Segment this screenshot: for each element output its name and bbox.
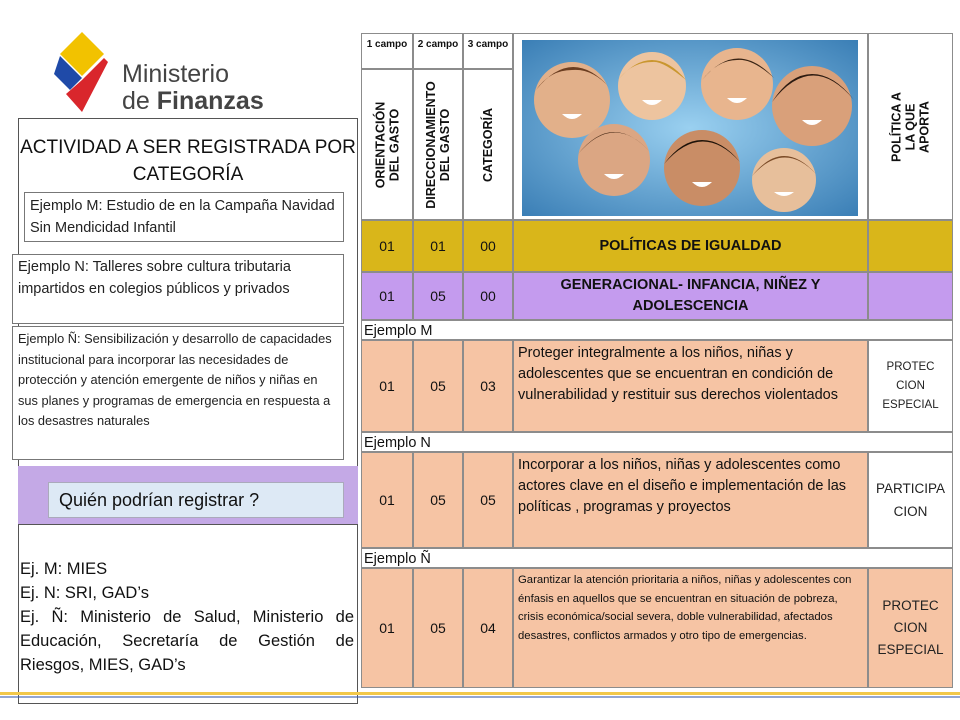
row2-c2: 05: [413, 272, 463, 320]
field-header-1: 1 campo: [361, 33, 413, 69]
exnn-desc: Garantizar la atención prioritaria a niños, niñas y adolescentes con énfasis en aquellos que se encuentran en situación de pobreza, crisis económica/social severa, doble vulnerabilidad, afectados desastres, conflictos armados y otro tipo de emergencias.: [513, 568, 868, 688]
logo-line-2: [122, 89, 264, 114]
example-nn-box: Ejemplo Ñ: Sensibilización y desarrollo de capacidades institucional para incorporar las necesidades de protección y atención emergente de niños y niñas en sus planes y programas de emergencia en respuesta a los desastres naturales: [12, 326, 344, 460]
who-could-register-label: Quién podrían registrar ?: [48, 482, 344, 518]
example-m-box: Ejemplo M: Estudio de en la Campaña Navidad Sin Mendicidad Infantil: [24, 192, 344, 242]
row2-c3: 00: [463, 272, 513, 320]
exn-desc: Incorporar a los niños, niñas y adolescentes como actores clave en el diseño e implementación de las políticas , programas y proyectos: [513, 452, 868, 548]
col-header-orientacion: [361, 69, 413, 220]
col-header-politica: [868, 33, 953, 220]
exm-c3: 03: [463, 340, 513, 432]
field-header-3: 3 campo: [463, 33, 513, 69]
registrants-box: [18, 524, 358, 704]
exm-policy: [868, 340, 953, 432]
col-header-direccionamiento-text: DIRECCIONAMIENTO DEL GASTO: [424, 80, 452, 209]
row1-policy: [868, 220, 953, 272]
col-header-politica-text: POLÍTICA A LA QUE APORTA: [889, 91, 932, 162]
example-m-label: Ejemplo M: [361, 320, 953, 340]
ministerio-logo-text: [122, 62, 264, 114]
col-header-categoria: [463, 69, 513, 220]
col-header-direccionamiento: [413, 69, 463, 220]
exn-c3: 05: [463, 452, 513, 548]
example-nn-label: Ejemplo Ñ: [361, 548, 953, 568]
logo-line-2-bold: Finanzas: [156, 87, 264, 115]
exm-policy-text: PROTEC CION ESPECIAL: [882, 360, 939, 411]
exm-c2: 05: [413, 340, 463, 432]
exnn-policy-text: PROTEC CION ESPECIAL: [877, 598, 944, 657]
logo-line-1: Ministerio: [122, 60, 229, 88]
col-header-categoria-text: CATEGORÍA: [481, 107, 496, 182]
row2-desc: GENERACIONAL- INFANCIA, NIÑEZ Y ADOLESCENCIA: [513, 272, 868, 320]
row2-policy: [868, 272, 953, 320]
example-n-box: Ejemplo N: Talleres sobre cultura tributaria impartidos en colegios públicos y privados: [12, 254, 344, 324]
exnn-policy: [868, 568, 953, 688]
field-header-2: 2 campo: [413, 33, 463, 69]
exn-policy: [868, 452, 953, 548]
exm-desc: Proteger integralmente a los niños, niñas y adolescentes que se encuentran en condición de vulnerabilidad y restituir sus derechos violentados: [513, 340, 868, 432]
example-n-label: Ejemplo N: [361, 432, 953, 452]
registrant-n: Ej. N: SRI, GAD’s: [20, 584, 149, 602]
activity-title: ACTIVIDAD A SER REGISTRADA POR CATEGORÍA: [20, 137, 356, 185]
exnn-c3: 04: [463, 568, 513, 688]
exn-c1: 01: [361, 452, 413, 548]
exm-c1: 01: [361, 340, 413, 432]
row1-c2: 01: [413, 220, 463, 272]
row1-c3: 00: [463, 220, 513, 272]
row1-c1: 01: [361, 220, 413, 272]
row2-c1: 01: [361, 272, 413, 320]
children-photo: [522, 40, 858, 216]
registrant-nn: Ej. Ñ: Ministerio de Salud, Ministerio de Educación, Secretaría de Gestión de Riesgos, MIES, GAD’s: [20, 608, 354, 674]
logo-line-2-prefix: de: [122, 87, 157, 115]
footer-stripe-blue: [0, 696, 960, 698]
exnn-c1: 01: [361, 568, 413, 688]
footer-stripe-yellow: [0, 692, 960, 695]
col-header-orientacion-text: ORIENTACIÓN DEL GASTO: [373, 101, 402, 188]
exnn-c2: 05: [413, 568, 463, 688]
ministerio-logo-icon: [52, 30, 110, 114]
exn-c2: 05: [413, 452, 463, 548]
registrant-m: Ej. M: MIES: [20, 560, 108, 578]
row1-desc: POLÍTICAS DE IGUALDAD: [513, 220, 868, 272]
exn-policy-text: PARTICIPA CION: [875, 481, 946, 519]
